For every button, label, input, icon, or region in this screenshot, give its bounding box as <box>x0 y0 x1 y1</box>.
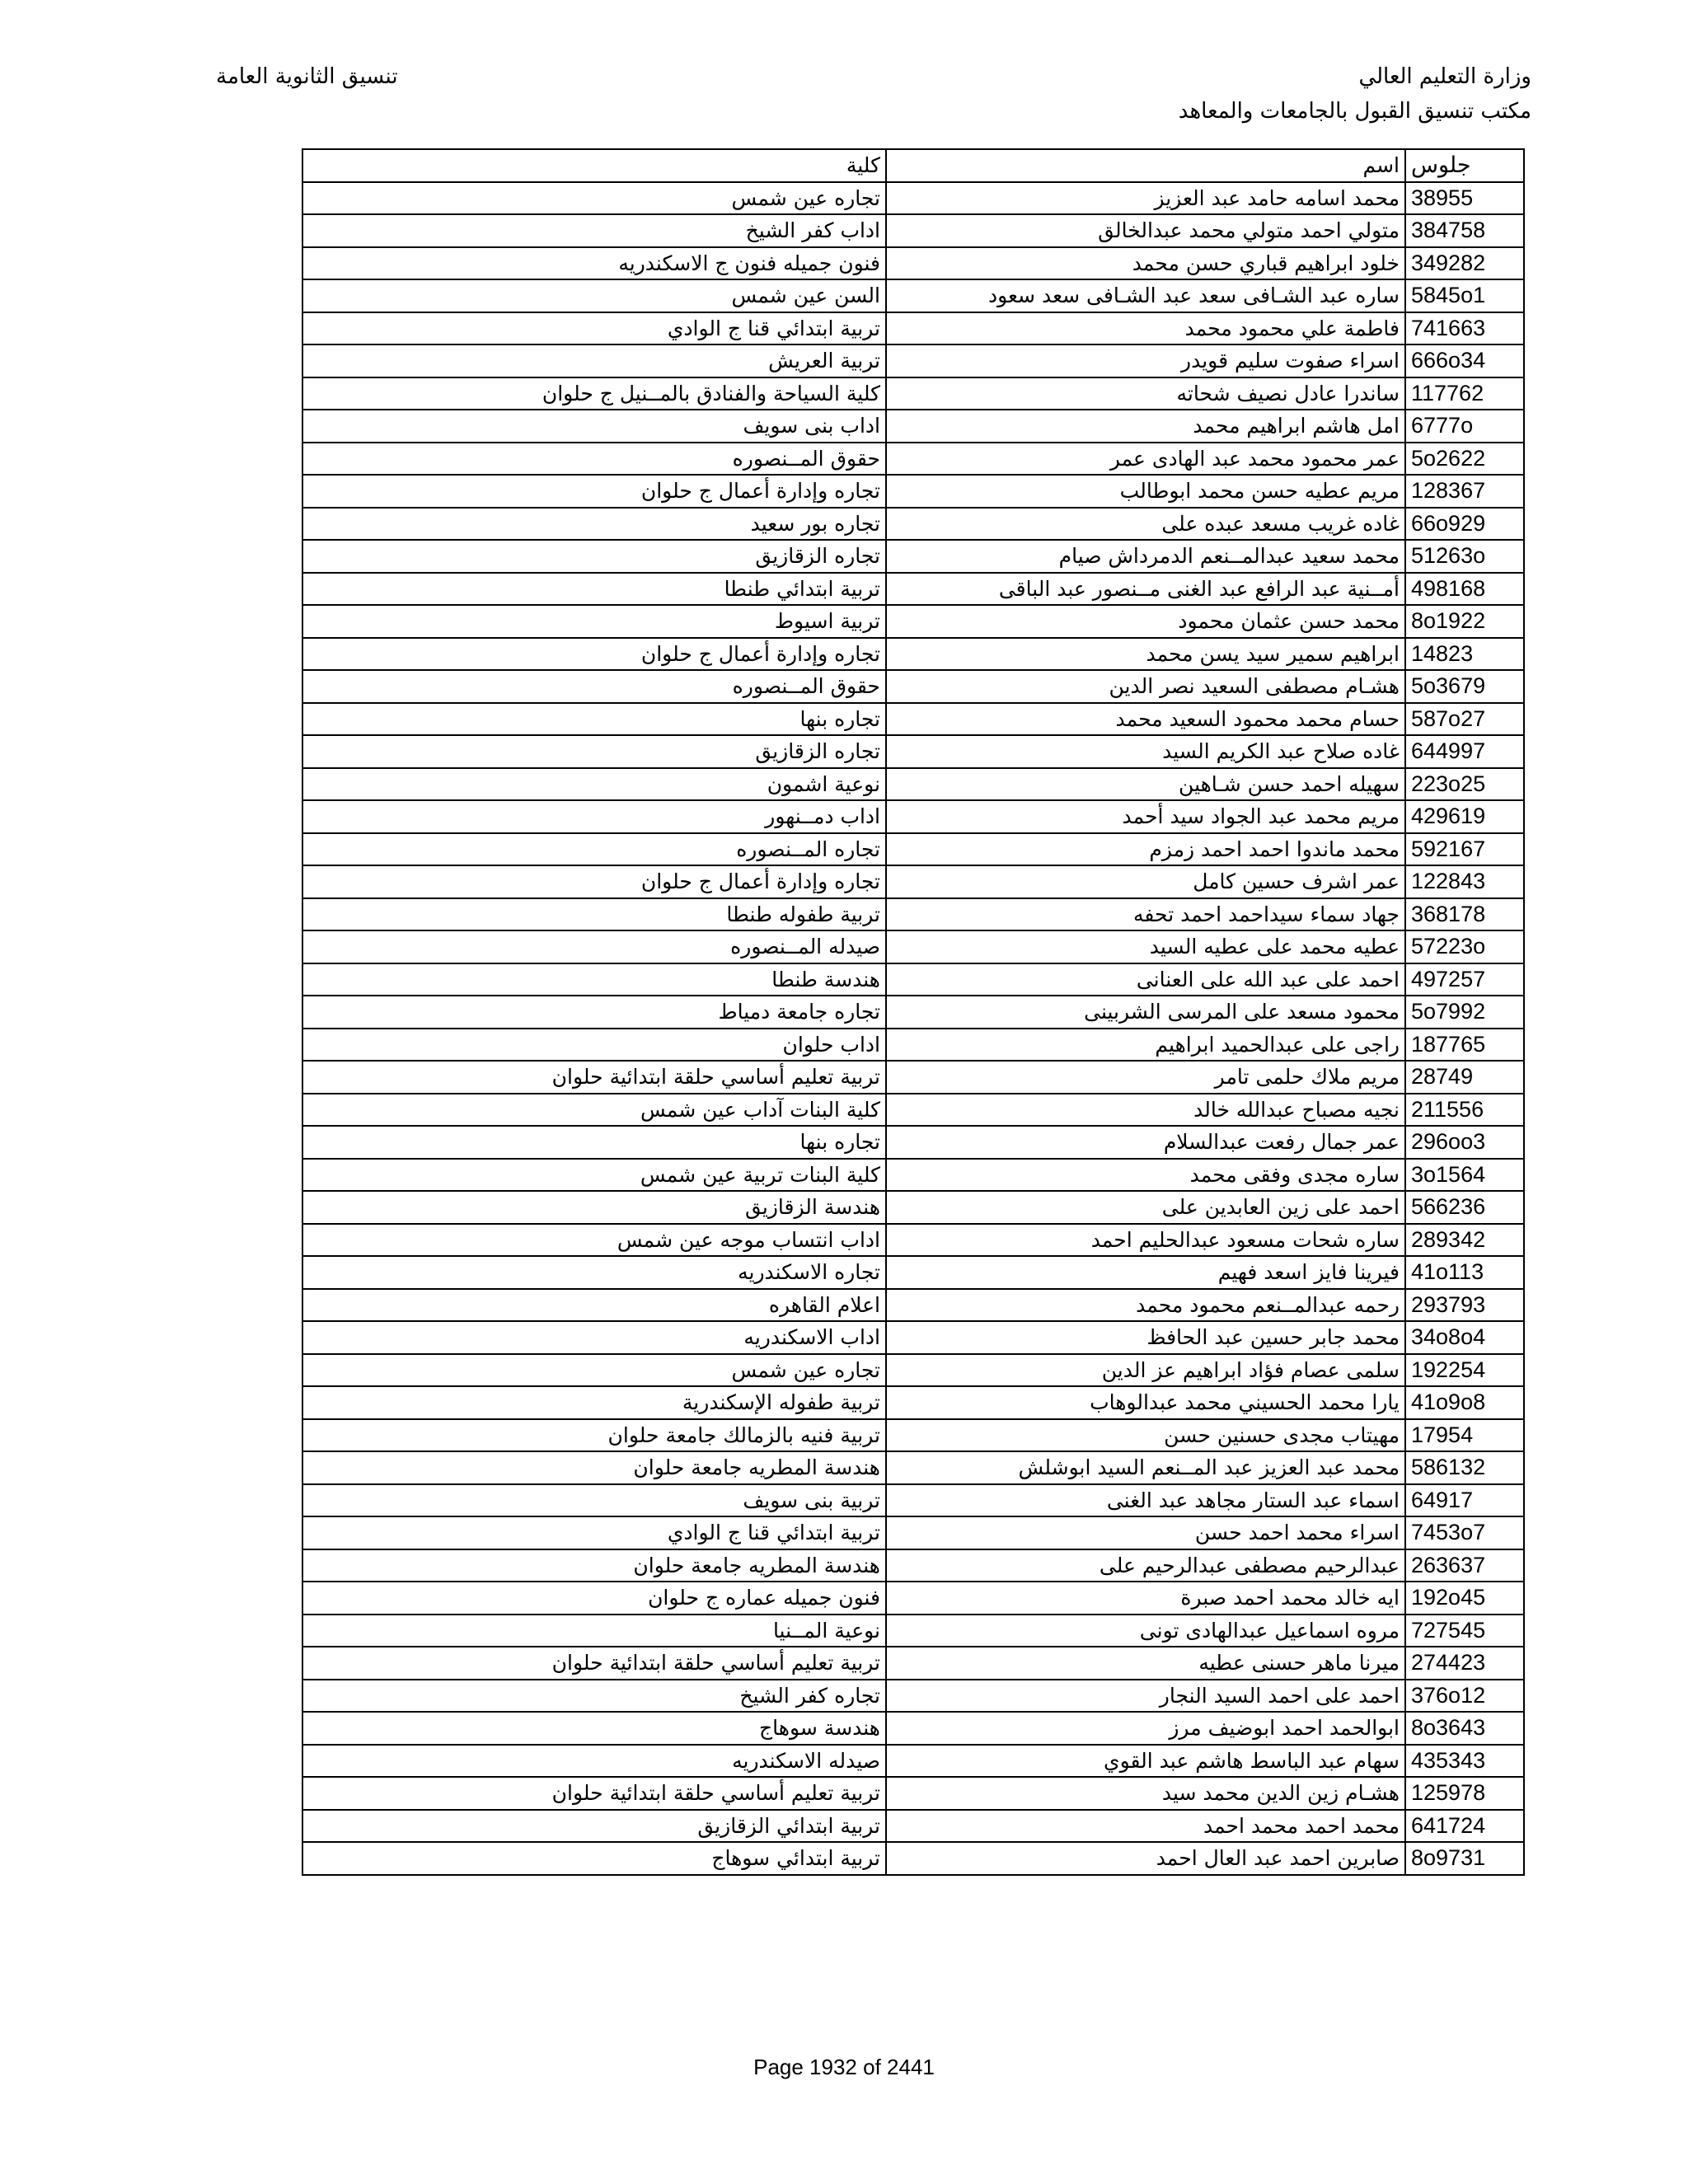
college-cell: تجاره المــنصوره <box>302 833 886 866</box>
seat-cell: 727545 <box>1405 1615 1524 1647</box>
table-row <box>302 1419 1524 1452</box>
college-cell: تربية ابتدائي قنا ج الوادي <box>302 1516 886 1549</box>
seat-cell: 498168 <box>1405 573 1524 606</box>
name-cell: أمــنية عبد الرافع عبد الغنى مــنصور عبد الباقى <box>886 573 1405 606</box>
name-cell: محمد اسامه حامد عبد العزيز <box>886 182 1405 215</box>
seat-cell: 5845o1 <box>1405 279 1524 312</box>
name-cell: غاده غريب مسعد عبده على <box>886 508 1405 541</box>
seat-cell: 368178 <box>1405 898 1524 931</box>
college-cell: فنون جميله عماره ج حلوان <box>302 1582 886 1615</box>
college-cell: تربية فنيه بالزمالك جامعة حلوان <box>302 1419 886 1452</box>
college-cell: فنون جميله فنون ج الاسكندريه <box>302 247 886 280</box>
table-row <box>302 540 1524 573</box>
table-row <box>302 865 1524 898</box>
column-header-college: كلية <box>302 149 886 182</box>
table-row <box>302 1777 1524 1810</box>
seat-cell: 5o2622 <box>1405 443 1524 476</box>
seat-cell: 376o12 <box>1405 1680 1524 1713</box>
seat-cell: 3o1564 <box>1405 1159 1524 1192</box>
name-cell: عطيه محمد على عطيه السيد <box>886 930 1405 963</box>
seat-cell: 128367 <box>1405 475 1524 508</box>
ministry-title: وزارة التعليم العالي <box>1358 64 1531 89</box>
name-cell: عمر جمال رفعت عبدالسلام <box>886 1126 1405 1159</box>
section-title: تنسيق الثانوية العامة <box>216 64 398 89</box>
table-row <box>302 247 1524 280</box>
name-cell: ايه خالد محمد احمد صبرة <box>886 1582 1405 1615</box>
table-row <box>302 1647 1524 1680</box>
name-cell: مريم محمد عبد الجواد سيد أحمد <box>886 800 1405 833</box>
seat-cell: 51263o <box>1405 540 1524 573</box>
table-row <box>302 768 1524 801</box>
table-row <box>302 1061 1524 1094</box>
college-cell: اداب حلوان <box>302 1029 886 1062</box>
table-row <box>302 312 1524 345</box>
college-cell: تربية طفوله طنطا <box>302 898 886 931</box>
seat-cell: 592167 <box>1405 833 1524 866</box>
college-cell: تجاره عين شمس <box>302 182 886 215</box>
name-cell: ميرنا ماهر حسنى عطيه <box>886 1647 1405 1680</box>
seat-cell: 125978 <box>1405 1777 1524 1810</box>
table-row <box>302 898 1524 931</box>
name-cell: اسراء محمد احمد حسن <box>886 1516 1405 1549</box>
table-row <box>302 1484 1524 1517</box>
name-cell: نجيه مصباح عبدالله خالد <box>886 1094 1405 1127</box>
table-row <box>302 279 1524 312</box>
seat-cell: 66o929 <box>1405 508 1524 541</box>
college-cell: تجاره عين شمس <box>302 1354 886 1387</box>
table-header-row <box>302 149 1524 182</box>
table-row <box>302 475 1524 508</box>
college-cell: اداب كفر الشيخ <box>302 214 886 247</box>
college-cell: تجاره وإدارة أعمال ج حلوان <box>302 638 886 671</box>
name-cell: احمد على عبد الله على العنانى <box>886 963 1405 996</box>
table-row <box>302 735 1524 768</box>
column-header-seat: جلوس <box>1405 149 1524 182</box>
name-cell: محمود مسعد على المرسى الشربينى <box>886 996 1405 1029</box>
seat-cell: 223o25 <box>1405 768 1524 801</box>
table-row <box>302 670 1524 703</box>
table-row <box>302 1191 1524 1224</box>
seat-cell: 117762 <box>1405 377 1524 410</box>
seat-cell: 8o9731 <box>1405 1842 1524 1875</box>
seat-cell: 587o27 <box>1405 703 1524 736</box>
table-row <box>302 410 1524 443</box>
table-row <box>302 1745 1524 1778</box>
table-row <box>302 182 1524 215</box>
office-title: مكتب تنسيق القبول بالجامعات والمعاهد <box>1178 99 1531 124</box>
table-row <box>302 638 1524 671</box>
name-cell: فيرينا فايز اسعد فهيم <box>886 1256 1405 1289</box>
college-cell: تجاره الزقازيق <box>302 735 886 768</box>
name-cell: راجى على عبدالحميد ابراهيم <box>886 1029 1405 1062</box>
name-cell: محمد احمد محمد احمد <box>886 1810 1405 1843</box>
table-row <box>302 605 1524 638</box>
name-cell: محمد حسن عثمان محمود <box>886 605 1405 638</box>
name-cell: عمر محمود محمد عبد الهادى عمر <box>886 443 1405 476</box>
name-cell: اسماء عبد الستار مجاهد عبد الغنى <box>886 1484 1405 1517</box>
seat-cell: 38955 <box>1405 182 1524 215</box>
college-cell: نوعية المــنيا <box>302 1615 886 1647</box>
college-cell: اداب بنى سويف <box>302 410 886 443</box>
seat-cell: 429619 <box>1405 800 1524 833</box>
name-cell: اسراء صفوت سليم قويدر <box>886 344 1405 377</box>
college-cell: اداب دمــنهور <box>302 800 886 833</box>
table-row <box>302 1582 1524 1615</box>
table-row <box>302 703 1524 736</box>
table-row <box>302 573 1524 606</box>
college-cell: هندسة المطريه جامعة حلوان <box>302 1451 886 1484</box>
seat-cell: 192o45 <box>1405 1582 1524 1615</box>
table-row <box>302 800 1524 833</box>
name-cell: غاده صلاح عبد الكريم السيد <box>886 735 1405 768</box>
name-cell: احمد على زين العابدين على <box>886 1191 1405 1224</box>
page-number: Page 1932 of 2441 <box>753 2055 935 2079</box>
college-cell: تجاره وإدارة أعمال ج حلوان <box>302 475 886 508</box>
college-cell: تربية ابتدائي قنا ج الوادي <box>302 312 886 345</box>
seat-cell: 289342 <box>1405 1224 1524 1257</box>
college-cell: تجاره بنها <box>302 703 886 736</box>
college-cell: تجاره بور سعيد <box>302 508 886 541</box>
seat-cell: 586132 <box>1405 1451 1524 1484</box>
table-row <box>302 214 1524 247</box>
name-cell: خلود ابراهيم قباري حسن محمد <box>886 247 1405 280</box>
college-cell: هندسة سوهاج <box>302 1712 886 1745</box>
college-cell: نوعية اشمون <box>302 768 886 801</box>
college-cell: تربية ابتدائي سوهاج <box>302 1842 886 1875</box>
seat-cell: 64917 <box>1405 1484 1524 1517</box>
college-cell: تربية طفوله الإسكندرية <box>302 1386 886 1419</box>
college-cell: حقوق المــنصوره <box>302 670 886 703</box>
college-cell: تربية ابتدائي طنطا <box>302 573 886 606</box>
seat-cell: 384758 <box>1405 214 1524 247</box>
table-row <box>302 344 1524 377</box>
seat-cell: 57223o <box>1405 930 1524 963</box>
college-cell: كلية البنات تربية عين شمس <box>302 1159 886 1192</box>
college-cell: اداب انتساب موجه عين شمس <box>302 1224 886 1257</box>
seat-cell: 293793 <box>1405 1289 1524 1322</box>
seat-cell: 6777o <box>1405 410 1524 443</box>
college-cell: تربية تعليم أساسي حلقة ابتدائية حلوان <box>302 1061 886 1094</box>
table-row <box>302 1354 1524 1387</box>
college-cell: تربية تعليم أساسي حلقة ابتدائية حلوان <box>302 1647 886 1680</box>
table-row <box>302 833 1524 866</box>
college-cell: تجاره وإدارة أعمال ج حلوان <box>302 865 886 898</box>
table-row <box>302 1321 1524 1354</box>
table-body <box>302 182 1524 1875</box>
name-cell: رحمه عبدالمــنعم محمود محمد <box>886 1289 1405 1322</box>
name-cell: سلمى عصام فؤاد ابراهيم عز الدين <box>886 1354 1405 1387</box>
college-cell: صيدله المــنصوره <box>302 930 886 963</box>
name-cell: محمد عبد العزيز عبد المــنعم السيد ابوشلش <box>886 1451 1405 1484</box>
name-cell: مهيتاب مجدى حسنين حسن <box>886 1419 1405 1452</box>
seat-cell: 187765 <box>1405 1029 1524 1062</box>
table-row <box>302 508 1524 541</box>
name-cell: ساره شحات مسعود عبدالحليم احمد <box>886 1224 1405 1257</box>
college-cell: اعلام القاهره <box>302 1289 886 1322</box>
name-cell: متولي احمد متولي محمد عبدالخالق <box>886 214 1405 247</box>
name-cell: محمد جابر حسين عبد الحافظ <box>886 1321 1405 1354</box>
seat-cell: 296oo3 <box>1405 1126 1524 1159</box>
column-header-name: اسم <box>886 149 1405 182</box>
college-cell: تربية ابتدائي الزقازيق <box>302 1810 886 1843</box>
seat-cell: 666o34 <box>1405 344 1524 377</box>
seat-cell: 122843 <box>1405 865 1524 898</box>
seat-cell: 41o9o8 <box>1405 1386 1524 1419</box>
table-row <box>302 1712 1524 1745</box>
seat-cell: 5o7992 <box>1405 996 1524 1029</box>
table-row <box>302 1029 1524 1062</box>
seat-cell: 192254 <box>1405 1354 1524 1387</box>
table-row <box>302 1680 1524 1713</box>
name-cell: مريم ملاك حلمى تامر <box>886 1061 1405 1094</box>
table-row <box>302 963 1524 996</box>
college-cell: تجاره الاسكندريه <box>302 1256 886 1289</box>
name-cell: محمد سعيد عبدالمــنعم الدمرداش صيام <box>886 540 1405 573</box>
seat-cell: 741663 <box>1405 312 1524 345</box>
college-cell: تربية اسيوط <box>302 605 886 638</box>
name-cell: هشـام مصطفى السعيد نصر الدين <box>886 670 1405 703</box>
college-cell: تربية بنى سويف <box>302 1484 886 1517</box>
name-cell: ابراهيم سمير سيد يسن محمد <box>886 638 1405 671</box>
college-cell: تجاره كفر الشيخ <box>302 1680 886 1713</box>
name-cell: عبدالرحيم مصطفى عبدالرحيم على <box>886 1549 1405 1582</box>
name-cell: حسام محمد محمود السعيد محمد <box>886 703 1405 736</box>
college-cell: كلية البنات آداب عين شمس <box>302 1094 886 1127</box>
name-cell: ساره عبد الشـافى سعد عبد الشـافى سعد سعود <box>886 279 1405 312</box>
college-cell: هندسة الزقازيق <box>302 1191 886 1224</box>
table-row <box>302 1289 1524 1322</box>
table-row <box>302 1386 1524 1419</box>
table-row <box>302 1094 1524 1127</box>
name-cell: ساره مجدى وفقى محمد <box>886 1159 1405 1192</box>
seat-cell: 28749 <box>1405 1061 1524 1094</box>
college-cell: اداب الاسكندريه <box>302 1321 886 1354</box>
seat-cell: 349282 <box>1405 247 1524 280</box>
college-cell: تربية تعليم أساسي حلقة ابتدائية حلوان <box>302 1777 886 1810</box>
name-cell: مروه اسماعيل عبدالهادى تونى <box>886 1615 1405 1647</box>
college-cell: هندسة المطريه جامعة حلوان <box>302 1549 886 1582</box>
table-row <box>302 1256 1524 1289</box>
seat-cell: 263637 <box>1405 1549 1524 1582</box>
name-cell: مريم عطيه حسن محمد ابوطالب <box>886 475 1405 508</box>
college-cell: حقوق المــنصوره <box>302 443 886 476</box>
table-row <box>302 1126 1524 1159</box>
name-cell: فاطمة علي محمود محمد <box>886 312 1405 345</box>
name-cell: جهاد سماء سيداحمد احمد تحفه <box>886 898 1405 931</box>
college-cell: كلية السياحة والفنادق بالمــنيل ج حلوان <box>302 377 886 410</box>
seat-cell: 274423 <box>1405 1647 1524 1680</box>
name-cell: صابرين احمد عبد العال احمد <box>886 1842 1405 1875</box>
seat-cell: 5o3679 <box>1405 670 1524 703</box>
seat-cell: 41o113 <box>1405 1256 1524 1289</box>
seat-cell: 497257 <box>1405 963 1524 996</box>
college-cell: هندسة طنطا <box>302 963 886 996</box>
table-row <box>302 1159 1524 1192</box>
seat-cell: 8o1922 <box>1405 605 1524 638</box>
results-table <box>302 148 1525 1876</box>
seat-cell: 435343 <box>1405 1745 1524 1778</box>
seat-cell: 14823 <box>1405 638 1524 671</box>
seat-cell: 211556 <box>1405 1094 1524 1127</box>
seat-cell: 566236 <box>1405 1191 1524 1224</box>
table-row <box>302 1451 1524 1484</box>
college-cell: تربية العريش <box>302 344 886 377</box>
table-row <box>302 1810 1524 1843</box>
college-cell: تجاره بنها <box>302 1126 886 1159</box>
name-cell: ساندرا عادل نصيف شحاته <box>886 377 1405 410</box>
name-cell: امل هاشم ابراهيم محمد <box>886 410 1405 443</box>
seat-cell: 7453o7 <box>1405 1516 1524 1549</box>
name-cell: سهام عبد الباسط هاشم عبد القوي <box>886 1745 1405 1778</box>
header-ministry-block <box>1179 59 1531 129</box>
seat-cell: 34o8o4 <box>1405 1321 1524 1354</box>
name-cell: هشـام زين الدين محمد سيد <box>886 1777 1405 1810</box>
table-row <box>302 443 1524 476</box>
table-row <box>302 1842 1524 1875</box>
table-row <box>302 930 1524 963</box>
seat-cell: 17954 <box>1405 1419 1524 1452</box>
name-cell: يارا محمد الحسيني محمد عبدالوهاب <box>886 1386 1405 1419</box>
table-row <box>302 377 1524 410</box>
college-cell: صيدله الاسكندريه <box>302 1745 886 1778</box>
table-row <box>302 1615 1524 1647</box>
table-row <box>302 996 1524 1029</box>
name-cell: احمد على احمد السيد النجار <box>886 1680 1405 1713</box>
table-row <box>302 1516 1524 1549</box>
name-cell: عمر اشرف حسين كامل <box>886 865 1405 898</box>
college-cell: تجاره جامعة دمياط <box>302 996 886 1029</box>
seat-cell: 644997 <box>1405 735 1524 768</box>
name-cell: محمد ماندوا احمد احمد زمزم <box>886 833 1405 866</box>
college-cell: السن عين شمس <box>302 279 886 312</box>
seat-cell: 641724 <box>1405 1810 1524 1843</box>
name-cell: سهيله احمد حسن شـاهين <box>886 768 1405 801</box>
table-row <box>302 1224 1524 1257</box>
college-cell: تجاره الزقازيق <box>302 540 886 573</box>
table-row <box>302 1549 1524 1582</box>
name-cell: ابوالحمد احمد ابوضيف مرز <box>886 1712 1405 1745</box>
seat-cell: 8o3643 <box>1405 1712 1524 1745</box>
